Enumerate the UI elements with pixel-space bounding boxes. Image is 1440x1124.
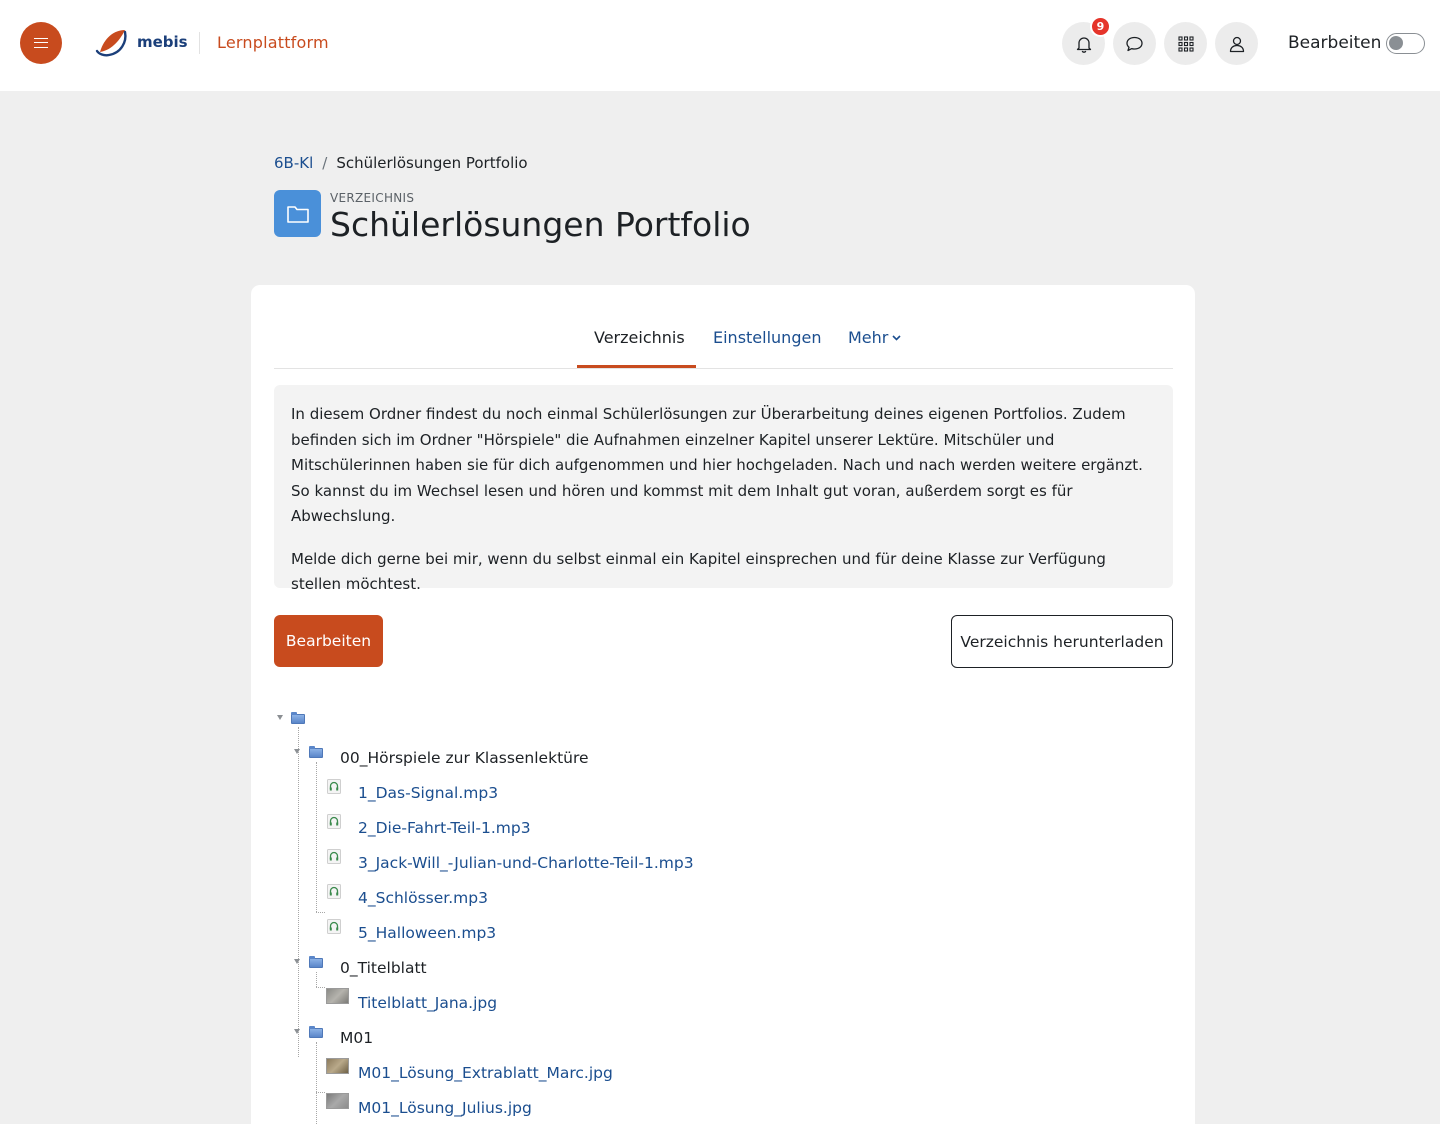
- logo-divider: [199, 32, 200, 54]
- mebis-logo[interactable]: [94, 26, 188, 58]
- folder-hoerspiele: 00_Hörspiele zur Klassenlektüre: [340, 749, 589, 767]
- file-link-audio-3[interactable]: 3_Jack-Will_-Julian-und-Charlotte-Teil-1.mp3: [358, 854, 694, 872]
- page-title: Schülerlösungen Portfolio: [330, 205, 751, 244]
- tree-connector: [316, 912, 325, 913]
- edit-mode-toggle[interactable]: [1386, 33, 1425, 54]
- folder-icon-hoerspiele: [309, 748, 323, 758]
- image-thumbnail-icon: [326, 1093, 349, 1109]
- tab-mehr-label: Mehr: [848, 328, 889, 347]
- folder-icon-titelblatt: [309, 958, 323, 968]
- folder-icon: [286, 204, 310, 224]
- apps-grid-button[interactable]: [1164, 22, 1207, 65]
- chat-bubble-icon: [1125, 35, 1144, 53]
- breadcrumb-separator: /: [322, 154, 328, 172]
- breadcrumb-current: Schülerlösungen Portfolio: [336, 154, 528, 172]
- audio-file-icon: [327, 849, 341, 864]
- breadcrumb: [274, 154, 528, 172]
- tree-root-toggle[interactable]: [277, 715, 283, 720]
- grid-icon: [1178, 36, 1194, 52]
- bell-icon: [1075, 35, 1093, 53]
- tree-connector: [298, 727, 299, 1057]
- image-thumbnail-icon: [326, 988, 349, 1004]
- logo-text: mebis: [137, 33, 188, 51]
- hamburger-menu-button[interactable]: [20, 22, 62, 64]
- chevron-down-icon: [892, 335, 901, 341]
- file-link-m01-marc[interactable]: M01_Lösung_Extrablatt_Marc.jpg: [358, 1064, 613, 1082]
- folder-titelblatt: 0_Titelblatt: [340, 959, 427, 977]
- main-content-card: [251, 285, 1195, 1124]
- user-icon: [1228, 35, 1246, 53]
- active-tab-indicator: [577, 365, 696, 368]
- image-thumbnail-icon: [326, 1058, 349, 1074]
- folder-module-icon: [274, 190, 321, 237]
- file-link-audio-4[interactable]: 4_Schlösser.mp3: [358, 889, 488, 907]
- file-link-audio-2[interactable]: 2_Die-Fahrt-Teil-1.mp3: [358, 819, 531, 837]
- platform-name[interactable]: Lernplattform: [217, 33, 329, 52]
- edit-mode-label: Bearbeiten: [1288, 33, 1382, 53]
- description-paragraph-2: Melde dich gerne bei mir, wenn du selbst einmal ein Kapitel einsprechen und für deine Klasse zur Verfügung stellen möchtest.: [291, 549, 1106, 593]
- tree-toggle-hoerspiele[interactable]: [294, 749, 300, 754]
- audio-file-icon: [327, 814, 341, 829]
- tree-toggle-titelblatt[interactable]: [294, 959, 300, 964]
- audio-file-icon: [327, 884, 341, 899]
- folder-icon-m01: [309, 1028, 323, 1038]
- tree-connector: [316, 972, 317, 987]
- module-type-label: VERZEICHNIS: [330, 191, 415, 205]
- tab-verzeichnis[interactable]: Verzeichnis: [594, 328, 685, 347]
- tree-connector: [316, 1092, 325, 1093]
- folder-m01: M01: [340, 1029, 374, 1047]
- file-link-audio-1[interactable]: 1_Das-Signal.mp3: [358, 784, 499, 802]
- tree-connector: [316, 987, 325, 988]
- description-paragraph-1: In diesem Ordner findest du noch einmal Schülerlösungen zur Überarbeitung deines eigenen Portfolios. Zudem befinden sich im Ordner "Hörspiele" die Aufnahmen einzelner Kapitel unserer Lektüre. Mitschüler und Mitschülerinnen haben sie für dich aufgenommen und hier hochgeladen. Nach und nach werden weitere ergänzt. So kannst du im Wechsel lesen und hören und kommst mit dem Inhalt gut voran, außerdem sorgt es für Abwechslung.: [291, 405, 1143, 525]
- tree-toggle-m01[interactable]: [294, 1029, 300, 1034]
- tab-einstellungen[interactable]: Einstellungen: [713, 328, 822, 347]
- top-navbar: [0, 0, 1440, 91]
- file-link-titelblatt-jana[interactable]: Titelblatt_Jana.jpg: [358, 994, 498, 1012]
- breadcrumb-course-link[interactable]: 6B-Kl: [274, 154, 314, 172]
- file-link-audio-5[interactable]: 5_Halloween.mp3: [358, 924, 497, 942]
- hamburger-icon: [34, 38, 48, 48]
- notification-count-badge: 9: [1090, 16, 1111, 37]
- download-folder-button[interactable]: Verzeichnis herunterladen: [951, 615, 1173, 668]
- tree-connector: [316, 1042, 317, 1124]
- secondary-navigation: [274, 285, 1173, 369]
- messages-button[interactable]: [1113, 22, 1156, 65]
- audio-file-icon: [327, 779, 341, 794]
- file-link-m01-julius[interactable]: M01_Lösung_Julius.jpg: [358, 1099, 532, 1117]
- tab-mehr[interactable]: [848, 328, 901, 347]
- user-menu-button[interactable]: [1215, 22, 1258, 65]
- tree-connector: [316, 762, 317, 912]
- mebis-logo-icon: [94, 26, 128, 58]
- root-folder-icon: [291, 714, 305, 724]
- edit-folder-button[interactable]: Bearbeiten: [274, 615, 383, 667]
- audio-file-icon: [327, 919, 341, 934]
- folder-description: [274, 385, 1173, 593]
